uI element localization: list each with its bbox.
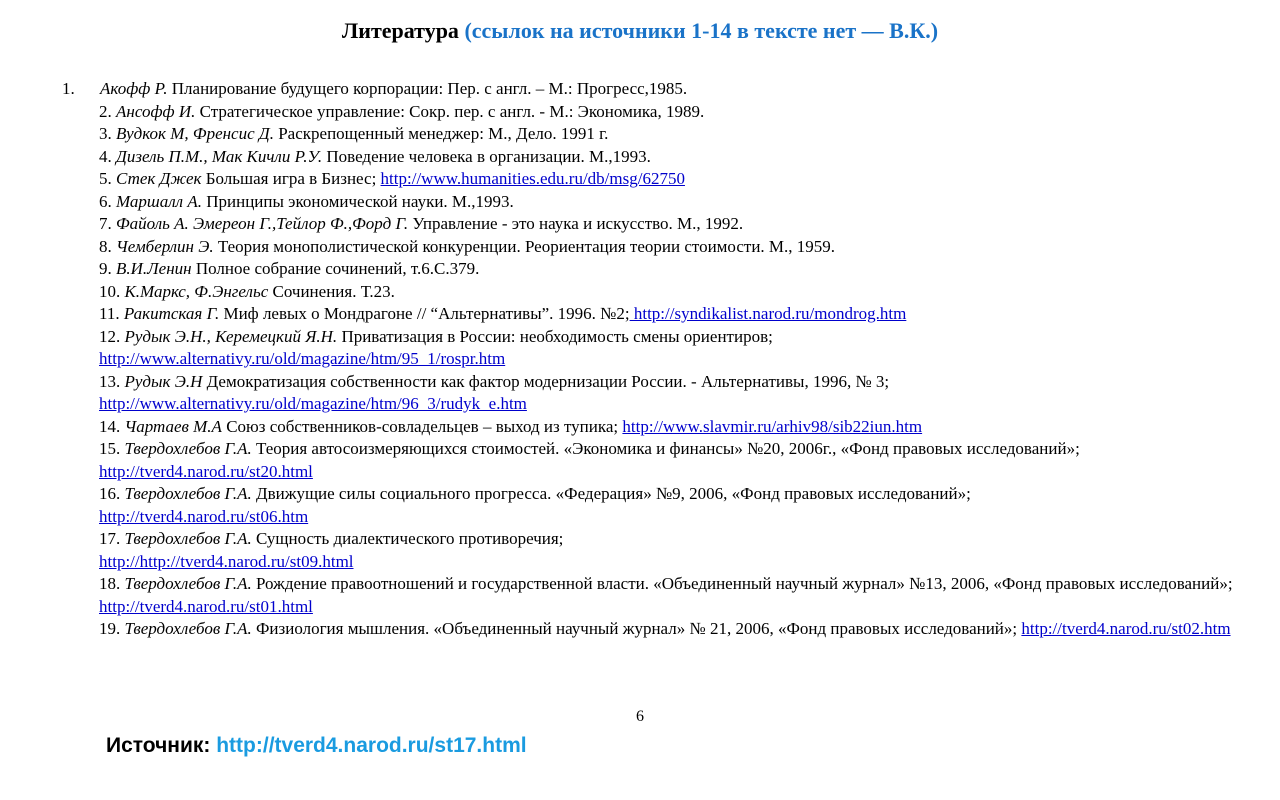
reference-link[interactable]: http://tverd4.narod.ru/st02.htm xyxy=(1021,619,1231,638)
reference-item xyxy=(0,528,1280,573)
source-link[interactable]: http://tverd4.narod.ru/st17.html xyxy=(216,734,527,757)
reference-text: Принципы экономической науки. М.,1993. xyxy=(201,191,514,211)
reference-text: Сочинения. Т.23. xyxy=(268,281,395,301)
reference-text: Теория монополистической конкуренции. Реориентация теории стоимости. М., 1959. xyxy=(213,236,836,256)
reference-number: 16. xyxy=(99,484,121,503)
reference-text: Физиология мышления. «Объединенный научный журнал» № 21, 2006, «Фонд правовых исследований»; xyxy=(251,619,1022,638)
reference-author: Рудык Э.Н xyxy=(124,371,203,391)
reference-item xyxy=(0,326,1280,371)
reference-number: 12. xyxy=(99,326,121,346)
reference-item xyxy=(0,416,1280,439)
reference-text: Союз собственников-совладельцев – выход из тупика; xyxy=(221,416,623,436)
reference-text: Демократизация собственности как фактор модернизации России. - Альтернативы, 1996, № 3; xyxy=(202,371,890,391)
reference-text: Стратегическое управление: Сокр. пер. с англ. - М.: Экономика, 1989. xyxy=(195,101,705,121)
reference-link[interactable]: http://syndikalist.narod.ru/mondrog.htm xyxy=(629,304,907,323)
source-label: Источник: xyxy=(106,734,211,757)
reference-number: 7. xyxy=(99,214,112,233)
reference-number: 13. xyxy=(99,371,121,391)
reference-author: Твердохлебов Г.А. xyxy=(124,484,252,503)
reference-author: Маршалл А. xyxy=(116,191,202,211)
reference-author: Ансофф И. xyxy=(116,101,196,121)
reference-text: Раскрепощенный менеджер: М., Дело. 1991 г. xyxy=(273,124,609,143)
reference-number: 18. xyxy=(99,574,121,593)
reference-author: Ракитская Г. xyxy=(123,304,220,323)
reference-number: 2. xyxy=(99,101,112,121)
reference-number: 10. xyxy=(99,281,121,301)
reference-item xyxy=(0,281,1280,304)
page-number: 6 xyxy=(636,708,644,725)
title-text: Литература xyxy=(341,18,459,43)
reference-item xyxy=(0,123,1280,146)
reference-list xyxy=(0,78,1280,641)
reference-item xyxy=(0,371,1280,416)
reference-link[interactable]: http://www.humanities.edu.ru/db/msg/62750 xyxy=(380,169,685,188)
reference-number: 4. xyxy=(99,146,112,166)
reference-text: Полное собрание сочинений, т.6.С.379. xyxy=(191,259,480,278)
reference-link[interactable]: http://tverd4.narod.ru/st01.html xyxy=(99,596,313,616)
reference-author: Твердохлебов Г.А. xyxy=(124,529,252,548)
reference-author: Рудык Э.Н., Керемецкий Я.Н. xyxy=(124,326,338,346)
page-title xyxy=(0,16,1280,46)
reference-link[interactable]: http://tverd4.narod.ru/st06.htm xyxy=(99,506,309,526)
reference-link[interactable]: http://http://tverd4.narod.ru/st09.html xyxy=(99,551,354,571)
reference-author: Чартаев М.А xyxy=(124,416,222,436)
reference-number: 15. xyxy=(99,439,121,458)
reference-text: Планирование будущего корпорации: Пер. с англ. – М.: Прогресс,1985. xyxy=(167,79,688,98)
editor-note: (ссылок на источники 1-14 в тексте нет — В.К.) xyxy=(464,18,939,43)
reference-number: 17. xyxy=(99,529,121,548)
reference-item xyxy=(0,168,1280,191)
reference-item xyxy=(0,78,1280,101)
reference-author: Дизель П.М., Мак Кичли Р.У. xyxy=(116,146,323,166)
reference-author: Твердохлебов Г.А. xyxy=(124,439,252,458)
reference-text: Движущие силы социального прогресса. «Федерация» №9, 2006, «Фонд правовых исследований»; xyxy=(251,484,971,503)
reference-text: Теория автосоизмеряющихся стоимостей. «Экономика и финансы» №20, 2006г., «Фонд правовых исследований»; xyxy=(251,439,1080,458)
reference-number: 1. xyxy=(62,79,75,98)
source-line xyxy=(106,734,527,758)
reference-link[interactable]: http://www.slavmir.ru/arhiv98/sib22iun.htm xyxy=(622,416,923,436)
reference-author: Вудкок М, Френсис Д. xyxy=(116,124,274,143)
reference-link[interactable]: http://www.alternativy.ru/old/magazine/htm/96_3/rudyk_e.htm xyxy=(99,394,527,413)
reference-item xyxy=(0,573,1280,618)
reference-author: В.И.Ленин xyxy=(116,259,192,278)
reference-text: Миф левых о Мондрагоне // “Альтернативы”. 1996. №2; xyxy=(219,304,630,323)
reference-number: 5. xyxy=(99,169,112,188)
reference-text: Рождение правоотношений и государственной власти. «Объединенный научный журнал» №13, 2006, «Фонд правовых исследований»; xyxy=(251,574,1233,593)
reference-item xyxy=(0,483,1280,528)
reference-number: 3. xyxy=(99,124,112,143)
reference-link[interactable]: http://tverd4.narod.ru/st20.html xyxy=(99,461,313,481)
reference-author: К.Маркс, Ф.Энгельс xyxy=(124,281,269,301)
reference-text: Сущность диалектического противоречия; xyxy=(251,529,564,548)
reference-item xyxy=(0,618,1280,641)
reference-item xyxy=(0,213,1280,236)
reference-number: 11. xyxy=(99,304,120,323)
reference-author: Твердохлебов Г.А. xyxy=(124,574,252,593)
reference-text: Приватизация в России: необходимость смены ориентиров; xyxy=(337,326,773,346)
reference-item xyxy=(0,191,1280,214)
reference-item xyxy=(0,258,1280,281)
reference-item xyxy=(0,236,1280,259)
reference-number: 19. xyxy=(99,619,121,638)
reference-item xyxy=(0,146,1280,169)
reference-author: Стек Джек xyxy=(116,169,202,188)
reference-author: Чемберлин Э. xyxy=(116,236,214,256)
reference-text: Управление - это наука и искусство. М., 1992. xyxy=(408,214,744,233)
reference-item xyxy=(0,438,1280,483)
reference-text: Большая игра в Бизнес; xyxy=(201,169,381,188)
reference-text: Поведение человека в организации. М.,1993. xyxy=(322,146,651,166)
reference-number: 8. xyxy=(99,236,112,256)
reference-item xyxy=(0,101,1280,124)
reference-item xyxy=(0,303,1280,326)
reference-author: Акофф Р. xyxy=(100,79,168,98)
reference-author: Файоль А. Эмереон Г.,Тейлор Ф.,Форд Г. xyxy=(116,214,409,233)
reference-number: 9. xyxy=(99,259,112,278)
reference-number: 14. xyxy=(99,416,121,436)
reference-link[interactable]: http://www.alternativy.ru/old/magazine/htm/95_1/rospr.htm xyxy=(99,349,506,368)
reference-author: Твердохлебов Г.А. xyxy=(124,619,252,638)
reference-number: 6. xyxy=(99,191,112,211)
